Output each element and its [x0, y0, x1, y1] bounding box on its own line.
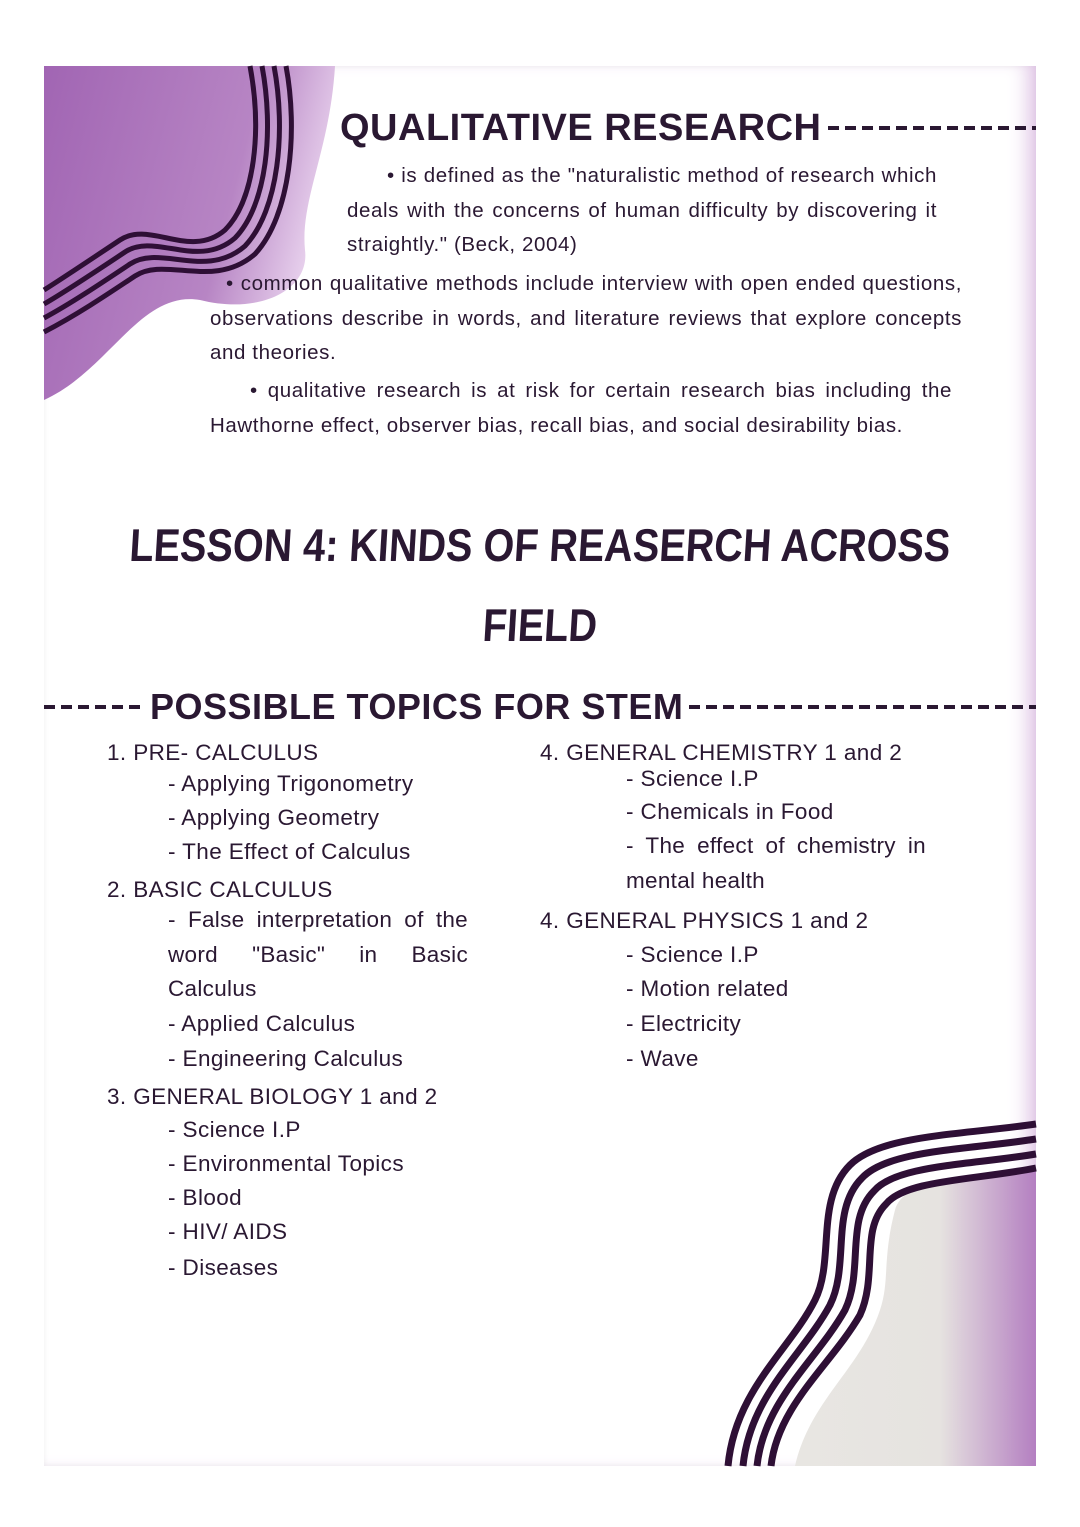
qualitative-title-row: [340, 104, 1036, 152]
lesson-title-line-1: LESSON 4: KINDS OF REASERCH ACROSS: [128, 519, 952, 571]
topic-item: - Science I.P: [626, 766, 759, 791]
topic-item: - Electricity: [626, 1011, 742, 1036]
topic-item: - HIV/ AIDS: [168, 1219, 288, 1244]
topic-heading: 4. GENERAL CHEMISTRY 1 and 2: [540, 740, 903, 765]
topics-dash-right: [689, 705, 1036, 709]
topic-item: - Environmental Topics: [168, 1151, 404, 1176]
topic-item: - The Effect of Calculus: [168, 839, 411, 864]
section-title-qualitative-research: QUALITATIVE RESEARCH: [340, 106, 822, 149]
topic-item: - Diseases: [168, 1255, 279, 1280]
topic-item: - Science I.P: [168, 1117, 301, 1142]
topic-heading: 2. BASIC CALCULUS: [107, 877, 333, 902]
topic-item: - False interpretation of the word "Basic" in Basic Calculus: [168, 907, 468, 1001]
qualitative-point-3: • qualitative research is at risk for certain research bias including the Hawthorne effect, observer bias, recall bias, and social desirability bias.: [210, 379, 952, 437]
topic-item: - Engineering Calculus: [168, 1046, 404, 1071]
topic-item: - Applying Trigonometry: [168, 771, 414, 796]
topic-item: - The effect of chemistry in mental health: [626, 833, 926, 893]
topic-item: - Blood: [168, 1185, 243, 1210]
lesson-title-line-2: FIELD: [481, 599, 599, 651]
topic-item: - Applied Calculus: [168, 1011, 356, 1036]
qualitative-point-1: • is defined as the "naturalistic method of research which deals with the concerns of human difficulty by discovering it straightly." (Beck, 2004): [347, 164, 937, 256]
qualitative-point-2: • common qualitative methods include interview with open ended questions, observations describe in words, and literature reviews that explore concepts and theories.: [210, 272, 962, 364]
topic-item: - Wave: [626, 1046, 699, 1071]
topics-title-row: [44, 684, 1036, 730]
topic-item: - Applying Geometry: [168, 805, 380, 830]
topic-heading: 3. GENERAL BIOLOGY 1 and 2: [107, 1084, 438, 1109]
section-title-possible-topics: POSSIBLE TOPICS FOR STEM: [150, 686, 684, 727]
topic-item: - Chemicals in Food: [626, 799, 834, 824]
topic-heading: 4. GENERAL PHYSICS 1 and 2: [540, 908, 869, 933]
topics-dash-left: [44, 705, 144, 709]
topic-item: - Motion related: [626, 976, 789, 1001]
topic-heading: 1. PRE- CALCULUS: [107, 740, 319, 765]
title-dash-line: [828, 126, 1037, 130]
topic-item: - Science I.P: [626, 942, 759, 967]
